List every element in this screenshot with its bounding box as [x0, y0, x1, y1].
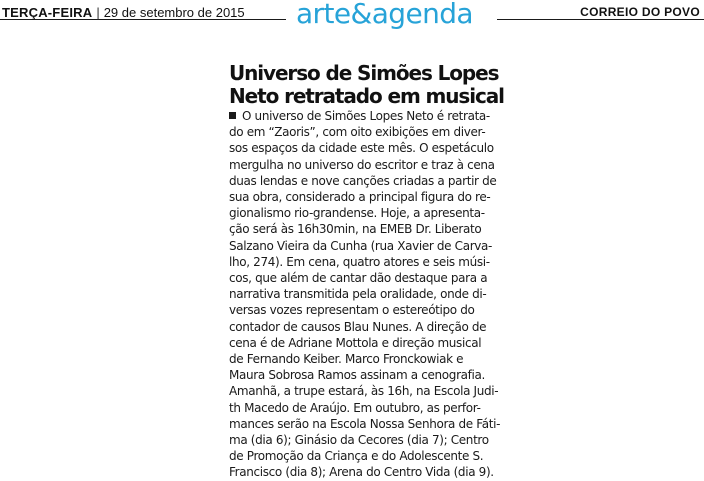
body-line: gionalismo rio-grandense. Hoje, a apresenta- — [229, 206, 485, 221]
body-line-text: O universo de Simões Lopes Neto é retrata- — [242, 109, 490, 123]
body-line: Maura Sobrosa Ramos assinam a cenografia. — [229, 368, 485, 383]
header-rule-right — [497, 19, 704, 20]
body-line: cos, que além de cantar dão destaque para a — [229, 271, 488, 286]
body-line: Francisco (dia 8); Arena do Centro Vida (dia 9). — [229, 465, 494, 480]
body-line: lho, 274). Em cena, quatro atores e seis músi- — [229, 254, 490, 269]
body-line: narrativa transmitida pela oralidade, onde di- — [229, 287, 487, 302]
body-line: mances serão na Escola Nossa Senhora de Fáti- — [229, 416, 501, 431]
dateline-separator: | — [96, 5, 100, 20]
section-title-part2: agenda — [371, 0, 473, 30]
headline-line: Neto retratado em musical — [229, 84, 504, 108]
body-line: th Macedo de Araújo. Em outubro, as perfor- — [229, 400, 481, 415]
body-line: cena é de Adriane Mottola e direção musical — [229, 335, 482, 350]
body-line-first — [229, 108, 499, 124]
body-line: Amanhã, a trupe estará, às 16h, na Escola Judi- — [229, 384, 499, 399]
body-line: Salzano Vieira da Cunha (rua Xavier de Carva- — [229, 238, 493, 253]
body-line: contador de causos Blau Nunes. A direção de — [229, 319, 487, 334]
body-line: mergulha no universo do escritor e traz à cena — [229, 157, 495, 172]
body-line: ção será às 16h30min, na EMEB Dr. Liberato — [229, 222, 482, 237]
body-line: sos espaços da cidade este mês. O espetáculo — [229, 141, 494, 156]
newspaper-name: CORREIO DO POVO — [580, 5, 700, 19]
weekday: TERÇA-FEIRA — [2, 5, 93, 20]
body-line: ma (dia 6); Ginásio da Cecores (dia 7); Centro — [229, 433, 489, 448]
publication-date: 29 de setembro de 2015 — [103, 5, 245, 20]
section-title-part1: arte — [296, 0, 351, 30]
article-body — [229, 108, 499, 481]
dateline — [2, 5, 245, 20]
square-bullet-icon — [229, 112, 236, 119]
body-line: sua obra, considerado a principal figura do re- — [229, 190, 491, 205]
article-headline — [229, 62, 549, 108]
section-title-ampersand: & — [350, 0, 372, 30]
page-header — [0, 0, 704, 40]
body-line: de Promoção da Criança e do Adolescente S. — [229, 449, 484, 464]
section-title — [296, 0, 473, 30]
body-line: versas vozes representam o estereótipo do — [229, 303, 475, 318]
body-line: de Fernando Keiber. Marco Fronckowiak e — [229, 352, 464, 367]
headline-line: Universo de Simões Lopes — [229, 61, 499, 85]
body-line: duas lendas e nove canções criadas a partir de — [229, 173, 497, 188]
body-line: do em “Zaoris”, com oito exibições em diver- — [229, 125, 486, 140]
